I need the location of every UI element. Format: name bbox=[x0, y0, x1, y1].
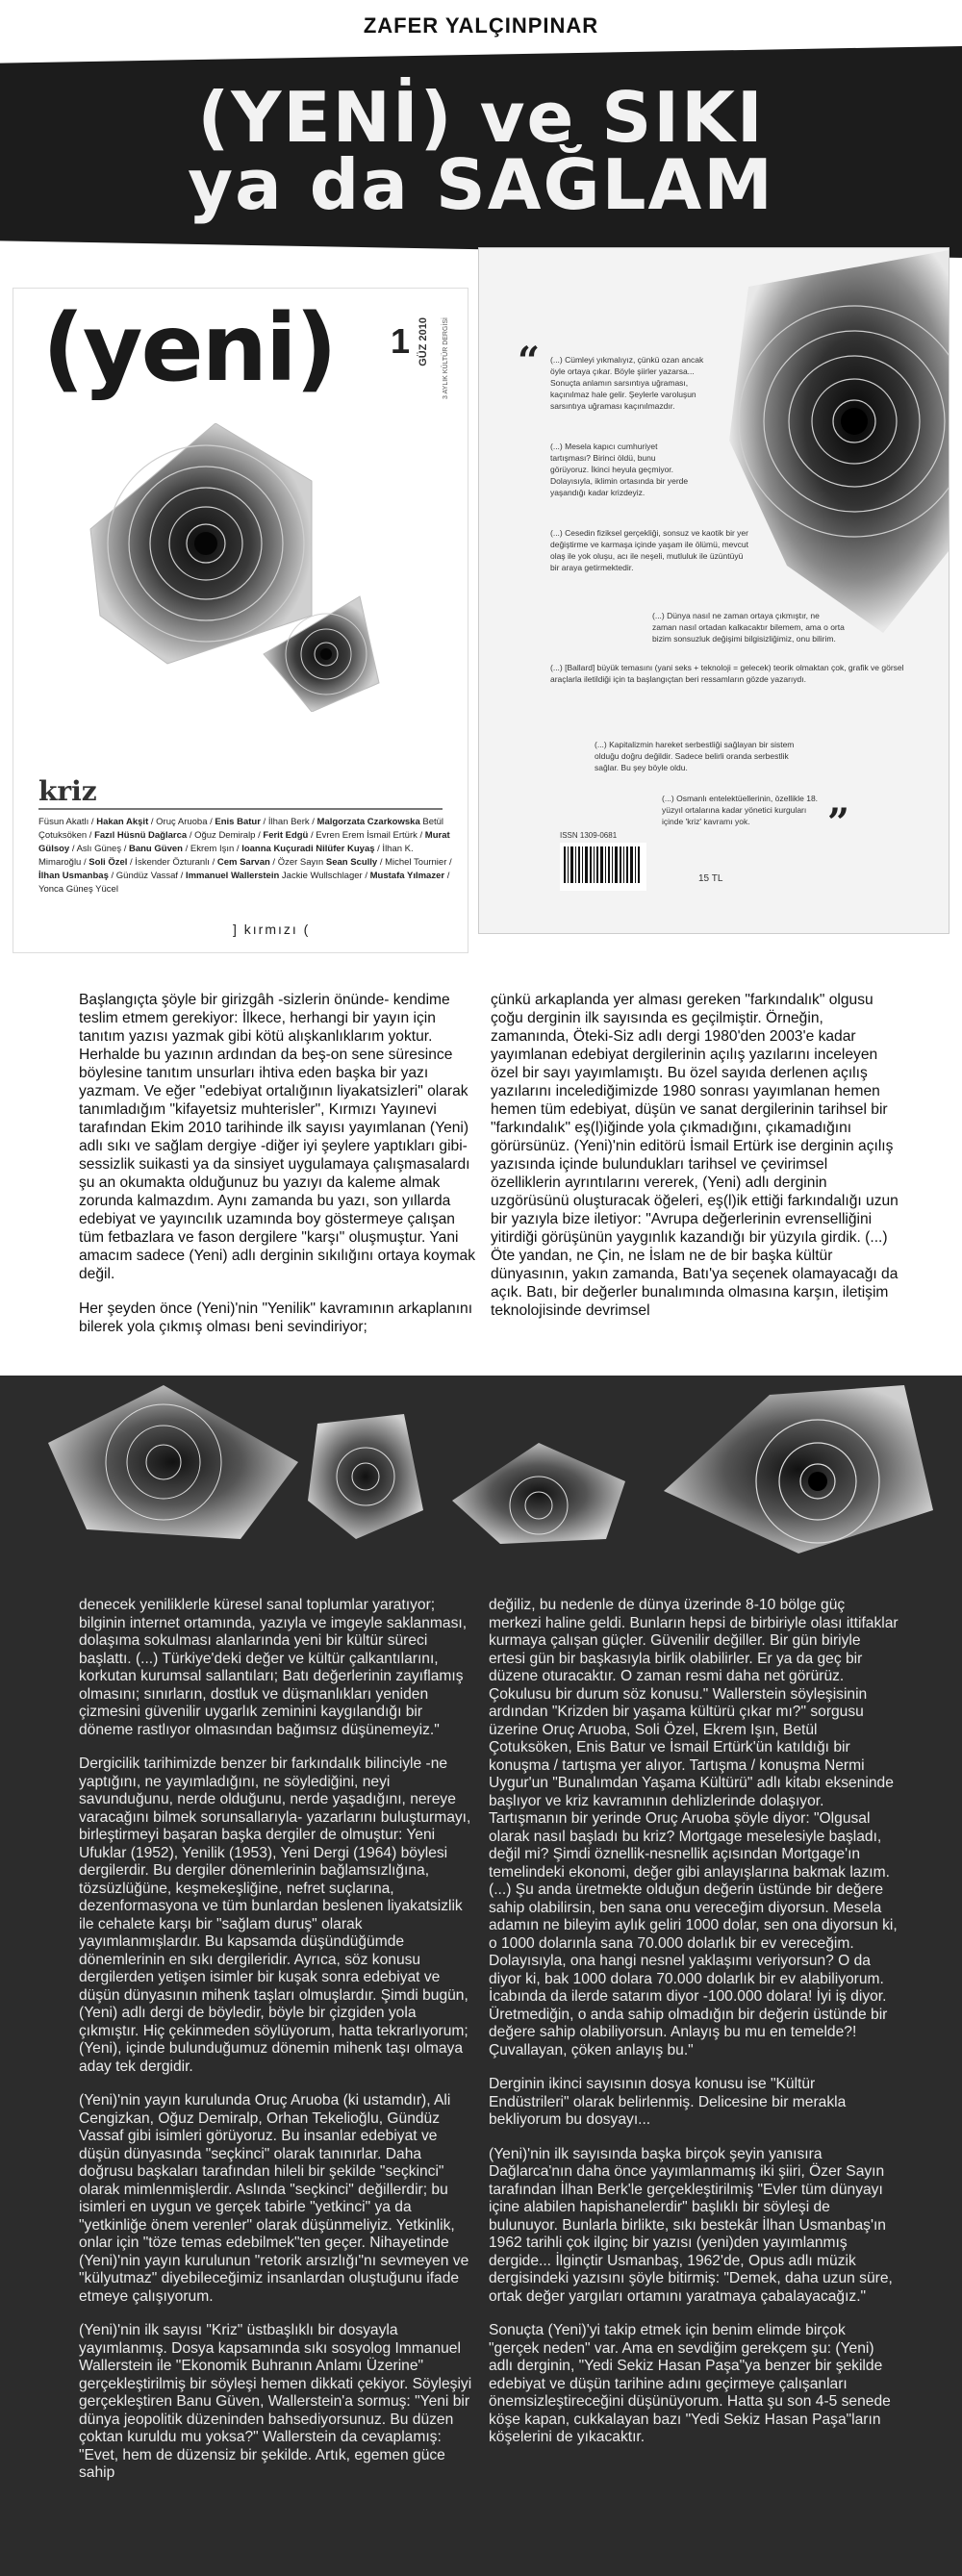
contributor-name: Jackie Wullschlager / bbox=[279, 871, 370, 881]
contributor-name: / Michel Tournier / bbox=[377, 857, 452, 868]
author-name: ZAFER YALÇINPINAR bbox=[363, 13, 599, 38]
contributor-name: Ioanna Kuçuradi bbox=[241, 844, 314, 854]
contributor-name: / Evren Erem İsmail Ertürk / bbox=[308, 830, 425, 841]
paragraph: Dergicilik tarihimizde benzer bir farkındalık bilinciyle -ne yaptığını, ne yayımladığını, ne söylediğini, neyi savunduğunu, nerde olduğunu, nerde yaşadığını, nereye varacağını bilmek sorunsallarıyla- yazarlarını buluşturmayı, birleştirmeyi başaran başka dergiler de olmuştur: Yeni Ufuklar (1952), Yenilik (1953), Yeni Dergi (1964) böylesi dergilerdir. Bu dergiler dönemlerinin bağlamsızlığına, tözsüzlüğüne, keşmekeşliğine, nefret suçlarına, dezenformasyona ve tüm bunlardan beslenen liyakatsizlik ile cehalete karşı bir "sağlam duruş" olarak yayımlanmışlardır. Bu kapsamda düşündüğümde dönemlerinin en sıkı dergileridir. Ayrıca, söz konusu dergilerden yetişen isimler bir kuşak sonra edebiyat ve düşün dünyasının mihenk taşları olmuşlardır. Şimdi bugün, (Yeni) adlı dergi de böyledir, böyle bir çizgiden yola çıkmıştır. Hiç çekinmeden söylüyorum, hatta tekrarlıyorum; (Yeni), içinde bulunduğumuz dönemin mihenk taşı olmaya aday tek dergidir. bbox=[79, 1755, 471, 2075]
magazine-front-cover bbox=[13, 289, 468, 952]
back-quote: (...) Kapitalizmin hareket serbestliği sağlayan bir sistem olduğu doğru değildir. Sadece belirli oranda serbestlik sağlar. Bu şey böyle oldu. bbox=[595, 740, 795, 772]
contributor-name: / Oruç Aruoba / bbox=[148, 817, 215, 827]
back-quote: (...) [Ballard] büyük temasını (yani seks + teknoloji = gelecek) teorik olmaktan çok, grafik ve görsel araçlarla iletildiği için ta başlangıçtan beri ressamların gözde yazarıydı. bbox=[550, 663, 904, 684]
article-column-right bbox=[489, 1597, 899, 2463]
paragraph: (Yeni)'nin yayın kurulunda Oruç Aruoba (ki ustamdır), Ali Cengizkan, Oğuz Demiralp, Orhan Tekelioğlu, Gündüz Vassaf gibi isimleri görüyoruz. Bu insanlar edebiyat ve düşün dünyasında "seçkinci" olarak tanınırlar. Daha doğrusu başkaları tarafından hileli bir şekilde "seçkinci" olarak mimlenmişlerdir. Aslında "seçkinci" değillerdir; bu isimleri en uygun ve gerçek tabirle "yetkinci" ya da "yetkinliğe önem verenler" olarak düşünmeliyiz. Yetkinlik, onlar için "töze temas edebilmek"ten geçer. Nihayetinde (Yeni)'nin yayın kurulunun "retorik arsızlığı"nı sevmeyen ve "külyutmaz" diyebileceğimiz insanlardan oluştuğunu ifade etmeye çalışıyorum. bbox=[79, 2092, 469, 2305]
back-quote: (...) Mesela kapıcı cumhuriyet tartışması? Birinci öldü, bunu görüyoruz. İkinci heyula geçmiyor. Dolayısıyla, iklimin ortasında bir yerde yaşandığı kadar krizdeyiz. bbox=[550, 442, 689, 497]
paragraph: değiliz, bu nedenle de dünya üzerinde 8-10 bölge güç merkezi haline geldi. Bunların hepsi de birbiriyle olası ittifaklar kurmaya çalışan güçler. Güvenilir değiller. Bir gün biriyle ertesi gün bir başkasıyla birlik olabilirler. Er ya da geç bir düzene oturacaktır. O zaman resmi daha net görürüz. Çokulusu bir durum söz konusu." Wallerstein söyleşisinin ardından "Krizden bir yaşama kültürü çıkar mı?" sorgusu üzerine Oruç Aruoba, Soli Özel, Ekrem Işın, Betül Çotuksöken, Enis Batur ve İsmail Ertürk'ün katıldığı bir konuşma / tartışma yer alıyor. Tartışma / konuşma Nermi Uygur'un "Bunalımdan Yaşama Kültürü" adlı kitabı ekseninde başlıyor ve kriz kavramının dehlizlerinde dolaşıyor. Tartışmanın bir yerinde Oruç Aruoba şöyle diyor: "Olgusal olarak nasıl başladı bu kriz? Mortgage meselesiyle başladı, değil mi? Şimdi öznellik-nesnellik açısından Mortgage'ın temelindeki ekonomi, değer gibi anlayışlarına bakmak lazım. (...) Şu anda üretmekte olduğun değerin üstünde bir değere sahip olabilirsin, ben sana onu vereceğim diyorsun. Mesela adamın ne bileyim aylık geliri 1000 dolar, sen ona diyorsun ki, o 1000 dolarınla sana 70.000 dolarlık bir ev vereceğim. Dolayısıyla, ona hangi nesnel yaklaşımı veriyorsun? O da diyor ki, bak 1000 dolara 70.000 dolarlık bir ev alabiliyorum. İcabında da ilerde satarım diyor -100.000 dolara! İyi iş diyor. Üretmediğin, o anda sahip olmadığın bir değerin üstünde bir değere sahip olabiliyorsun. Anlayış bu mu en temelde?! Çuvallayan, çöken anlayış bu." bbox=[489, 1597, 899, 2058]
contributor-name: Murat Gülsoy bbox=[38, 830, 450, 854]
contributor-name: / Gündüz Vassaf / bbox=[108, 871, 186, 881]
barcode-icon bbox=[560, 843, 646, 891]
contributor-name: / Ekrem Işın / bbox=[182, 844, 242, 854]
quote-close-mark: ” bbox=[827, 800, 850, 846]
contributor-name: Betül Çotuksöken / bbox=[38, 817, 444, 841]
cover-issue-subtitle: 3 AYLIK KÜLTÜR DERGİSİ bbox=[443, 317, 449, 399]
contributor-name: / Yonca Güneş Yücel bbox=[38, 871, 450, 895]
article-header bbox=[0, 0, 962, 250]
contributor-name: Immanuel Wallerstein bbox=[185, 871, 280, 881]
paragraph: (Yeni)'nin ilk sayısında başka birçok şeyin yanısıra Dağlarca'nın daha önce yayımlanmamış iki şiiri, Özer Sayın tarafından İlhan Berk'le gerçekleştirilmiş "Evler tüm dünyayı içine alabilen hapishanelerdir" başlıklı bir söyleşi de bulunuyor. Bunlarla birlikte, sıkı bestekâr İlhan Usmanbaş'ın 1962 tarihli çok ilginç bir yazısı (yeni)den yayımlanmış dergide... İlginçtir Usmanbaş, 1962'de, Opus adlı müzik dergisindeki yazısını şöyle bitirmiş: "Demek, daha uzun süre, ortak değer yargıları ortamını yaratmaya çabalayacağız." bbox=[489, 2145, 893, 2305]
staircase-strip-image bbox=[443, 1424, 635, 1549]
price-label: 15 TL bbox=[698, 873, 723, 884]
contributor-name: Banu Güven bbox=[128, 844, 183, 854]
back-quote: (...) Dünya nasıl ne zaman ortaya çıkmıştır, ne zaman nasıl ortadan kalkacaktır bilemem, ama o orta bizim sonsuzluk değişimi bilgisizliğimiz, onu bilirim. bbox=[652, 611, 845, 644]
staircase-strip-image bbox=[48, 1385, 510, 1549]
contributor-name: Nilüfer Kuyaş bbox=[316, 844, 375, 854]
back-quote: (...) Osmanlı entelektüellerinin, özellikle 18. yüzyıl ortalarına kadar yönetici kurguları içinde 'kriz' kavramı yok. bbox=[662, 794, 819, 826]
spiral-staircase-image bbox=[71, 423, 398, 712]
contributor-name: Hakan Akşit bbox=[96, 817, 149, 827]
contributor-name: Mustafa Yılmazer bbox=[369, 871, 445, 881]
contributor-name: / Oğuz Demiralp / bbox=[187, 830, 264, 841]
article-title-line-2: ya da SAĞLAM bbox=[188, 144, 774, 225]
contributor-name: Cem Sarvan bbox=[216, 857, 270, 868]
issn-number: ISSN 1309-0681 bbox=[560, 831, 618, 840]
paragraph: çünkü arkaplanda yer alması gereken "farkındalık" olgusu çoğu derginin ilk sayısında es geçilmiştir. Örneğin, zamanında, Öteki-Siz adlı dergi 1980'den 2003'e kadar yayımlanan edebiyat dergilerinin açılış yazılarını inceleyen özel bir sayı yayımlamıştı. Bu özel sayıda derlenen açılış yazılarını incelediğimizde 1980 sonrası yayımlanan hemen hemen tüm edebiyat, düşün ve sanat dergilerinin tarihsel bir "farkındalık" eş(l)iğinde yola çıkmadığını, çıkamadığını görürsünüz. (Yeni)'nin editörü İsmail Ertürk ise derginin açılış yazısında içinde bulundukları tarihsel ve çevirimsel özelliklerin ayrıntılarını vererek, (Yeni) adlı derginin uzgörüsünü oluşturacak öğeleri, eş(l)ik ettiği farkındalığı uzun bir yazıyla bize iletiyor: "Avrupa değerlerinin evrenselliğini yitirdiği görüşünün yaygınlık kazandığı bir yüzyıla girdik. (...) Öte yandan, ne Çin, ne İslam ne de bir başka kültür dünyasının, yakın zamanda, Batı'ya seçenek olamayacağı da açık. Batı, bir değerler bunalımında olmasına karşın, iletişim teknolojisinde devrimsel bbox=[491, 992, 899, 1319]
magazine-back-cover bbox=[479, 248, 949, 933]
contributor-name: / Özer Sayın bbox=[269, 857, 326, 868]
cover-divider bbox=[38, 808, 443, 810]
contributor-name: / İskender Özturanlı / bbox=[127, 857, 217, 868]
cover-contributors bbox=[38, 816, 452, 897]
contributor-name: Ferit Edgü bbox=[263, 830, 309, 841]
paragraph: Her şeyden önce (Yeni)'nin "Yenilik" kavramının arkaplanını bilerek yola çıkmış olması beni sevindiriyor; bbox=[79, 1301, 473, 1335]
paragraph: Sonuçta (Yeni)'yi takip etmek için benim elimde birçok "gerçek neden" var. Ama en sevdiğim gerekçem şu: (Yeni) adlı derginin, "Yedi Sekiz Hasan Paşa"ya benzer bir şekilde edebiyat ve düşün tarihine adını geçirmeye çalışanları önemsizleştireceğini düşünüyorum. Hatta şu son 4-5 senede köşe kapan, cukkalayan bazı "Yedi Sekiz Hasan Paşa"ların köşelerini de yıkacaktır. bbox=[489, 2322, 891, 2445]
contributor-name: Füsun Akatlı / bbox=[38, 817, 97, 827]
contributor-name: İlhan Usmanbaş bbox=[38, 871, 109, 881]
paragraph: Başlangıçta şöyle bir girizgâh -sizlerin önünde- kendime teslim etmem gerekiyor: İlkece, herhangi bir yayın için tanıtım yazısı yazmak gibi kötü alışkanlıklarım yoktur. Herhalde bu yazının ardından da beş-on sene süresince böylesine tanıtım unsurları ihtiva eden başka bir yazı yazmam. Ve eğer "edebiyat ortalığının liyakatsizleri" olarak tanımladığım "kifayetsiz muhterisler", Kırmızı Yayınevi tarafından Ekim 2010 tarihinde ilk sayısı yayımlanan (Yeni) adlı sıkı ve sağlam dergiye -diğer iyi şeylere yaptıkları gibi- sessizlik suikasti ya da sinsiyet uygulamaya çalışmasalardı şu an okumakta olduğunuz bu yazıyı da kaleme almak zorunda kalmazdım. Aynı zamanda bu yazı, son yıllarda edebiyat ve yayıncılık uzamında boy göstermeye çalışan tüm fetbazlara ve fason dergilere "karşı" oluşmuştur. Yani amacım sadece (Yeni) adlı derginin sıkılığını ortaya koymak değil. bbox=[79, 992, 475, 1282]
back-quote: (...) Cesedin fiziksel gerçekliği, sonsuz ve kaotik bir yer değiştirme ve karmaşa içinde yaşam ile ölümü, mevcut olaş ile yok oluşu, acı ile neşeli, mutluluk ile üzüntüyü bir araya getirmektedir. bbox=[550, 528, 748, 572]
paragraph: (Yeni)'nin ilk sayısı "Kriz" üstbaşlıklı bir dosyayla yayımlanmış. Dosya kapsamında sıkı sosyolog Immanuel Wallerstein ile "Ekonomik Buhranın Anlamı Üzerine" gerçekleştirilmiş bir söyleşi hemen dikkati çekiyor. Söyleşiyi gerçekleştiren Banu Güven, Wallerstein'a sormuş: "Yeni bir dünya jeopolitik düzeninden bahsediyorsunuz. Bu düzen çoktan kuruldu mu yoksa?" Wallerstein da cevaplamış: "Evet, hem de düzensiz bir şekilde. Artık, egemen güce sahip bbox=[79, 2322, 472, 2481]
intro-column-right bbox=[491, 991, 899, 1336]
intro-column-left bbox=[79, 991, 475, 1352]
cover-logo: (yeni) bbox=[42, 294, 336, 402]
article-title-line-1: (YENİ) ve SIKI bbox=[197, 77, 765, 158]
paragraph: denecek yeniliklerle küresel sanal toplumlar yaratıyor; bilginin internet ortamında, yazıyla ve imgeyle saklanması, dolaşıma sokulması alanlarında yeni bir kültür süreci başlattı. (...) Türkiye'deki değer ve kültür çalkantılarını, korkutan kurumsal sallantıları; Batı değerlerinin zayıflamış olmasını; sınırların, dostluk ve düşmanlıkları yeniden çizmesini güvenilir uygarlık zeminini kaygılandığı bir döneme rastlıyor olmasından bağımsız düşünemeyiz." bbox=[79, 1597, 468, 1738]
contributor-name: Malgorzata Czarkowska bbox=[316, 817, 420, 827]
quote-open-mark: “ bbox=[518, 339, 541, 384]
cover-theme: kriz bbox=[38, 775, 97, 807]
contributor-name: Soli Özel bbox=[89, 857, 128, 868]
staircase-strip-image bbox=[654, 1376, 943, 1558]
contributor-name: / Aslı Güneş / bbox=[69, 844, 129, 854]
cover-publisher-logo: ] kırmızı ( bbox=[233, 922, 311, 937]
back-quote: (...) Cümleyi yıkmalıyız, çünkü ozan ancak öyle ortaya çıkar. Böyle şiirler yazarsa... Sonuçta anlamın sarsıntıya uğraması, kaçınılmaz hale gelir. Şeylerle varoluşun sarsıntıya uğraması kaçınılmazdır. bbox=[550, 355, 704, 411]
contributor-name: Fazıl Hüsnü Dağlarca bbox=[94, 830, 188, 841]
spiral-staircase-image bbox=[691, 248, 949, 652]
article-column-left bbox=[79, 1597, 475, 2499]
contributor-name: Sean Scully bbox=[325, 857, 378, 868]
contributor-name: / İlhan K. Mimaroğlu / bbox=[38, 844, 414, 868]
contributor-name: / İlhan Berk / bbox=[260, 817, 317, 827]
cover-issue-number: 1 bbox=[391, 321, 411, 361]
paragraph: Derginin ikinci sayısının dosya konusu ise "Kültür Endüstrileri" olarak belirlenmiş. Delicesine bir merakla bekliyorum bu dosyayı... bbox=[489, 2076, 847, 2128]
cover-issue-date: GÜZ 2010 bbox=[418, 317, 429, 366]
contributor-name: Enis Batur bbox=[215, 817, 261, 827]
